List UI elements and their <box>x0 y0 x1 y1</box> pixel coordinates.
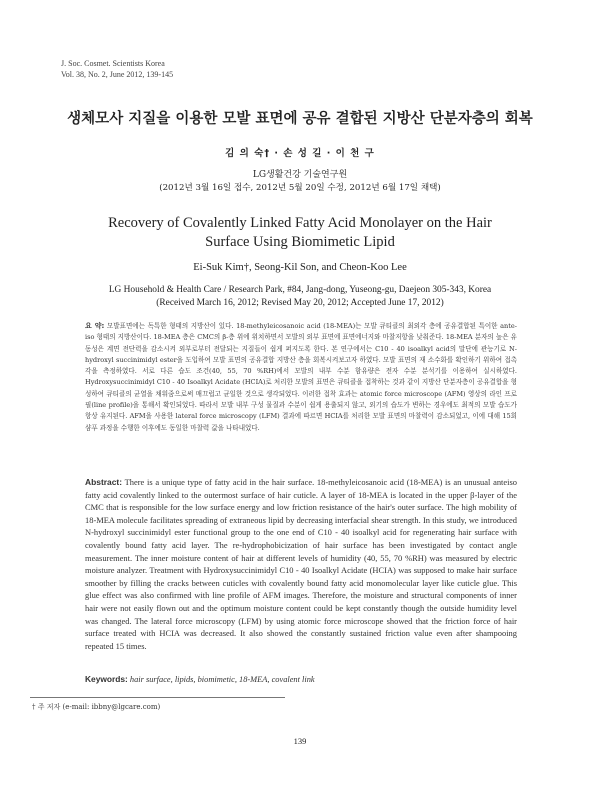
english-abstract-text: There is a unique type of fatty acid in the hair surface. 18-methyleicosanoic acid (18-MEA) is an unusual anteiso fatty acid covalently linked to the outermost surface of hair cuticle. A layer of 18-MEA is located in the upper β-layer of the CMC that is responsible for the low surface energy and low friction resistance of the hair's outer surface. The high mobility of 18-MEA molecule facilitates spreading of extraneous lipid by decreasing interfacial shear strength. In this study, we introduced N-hydroxyl succinimidyl ester functional group to the one end of C10 - 40 isoalkyl acid for regenerating hair surface with covalently bound fatty acid layer. The re-hydrophobicization of hair surface has been investigated by contact angle measurement. The inner moisture content of hair at different levels of humidity (40, 55, 70 %RH) was measured by electric moisture analyzer. Treatment with Hydroxysuccinimidyl C10 - 40 Isoalkyl Acidate (HCIA) was supposed to make hair surface smoother by filling the cracks between cuticles with covalently bound fatty acid monomolecular layer like cuticle glue. This glue effect was also confirmed with line profile of AFM images. Therefore, the moisture and structural components of inner hair were not easily flown out and the optimum moisture content could be kept constantly though the outside humidity level was changed. The lateral force microscopy (LFM) by using atomic force microscope showed that the friction force of hair surface treated with HCIA was decreased. It also showed the constantly sustained friction value even after shampooing repeated 15 times. <box>85 477 517 651</box>
english-abstract-label: Abstract: <box>85 477 123 487</box>
journal-name: J. Soc. Cosmet. Scientists Korea <box>61 59 165 68</box>
corresponding-author-footnote: † 주 저자 (e-mail: ibbny@lgcare.com) <box>32 703 161 711</box>
korean-title: 생체모사 지질을 이용한 모발 표면에 공유 결합된 지방산 단분자층의 회복 <box>67 111 533 127</box>
english-title-line2: Surface Using Biomimetic Lipid <box>205 234 395 250</box>
korean-abstract <box>85 321 517 434</box>
english-title-line1: Recovery of Covalently Linked Fatty Acid Monolayer on the Hair <box>108 215 492 231</box>
english-affiliation <box>40 284 560 310</box>
english-abstract <box>85 476 517 652</box>
journal-volume: Vol. 38, No. 2, June 2012, 139-145 <box>61 70 174 79</box>
korean-received-dates: (2012년 3월 16일 접수, 2012년 5월 20일 수정, 2012년 6월 17일 채택) <box>159 183 441 193</box>
korean-abstract-text: 모발표면에는 독특한 형태의 지방산이 있다. 18-methyleicosanoic acid (18-MEA)는 모발 큐티클의 최외각 층에 공유결합된 특이한 ante-iso 형태의 지방산이다. 18-MEA 층은 CMC의 β-층 위에 위치하면서 모발의 외부 표면에 표면에너지와 마찰저항을 낮춰준다. 18-MEA 분자의 높은 유동성은 계면 전단력을 감소시켜 외부로부터 전달되는 지질들이 쉽게 퍼지도록 한다. 본 연구에서는 C10 - 40 isoalkyl acid의 말단에 관능기로 N-hydroxyl succinimidyl ester을 도입하여 모발 표면의 공유결합 지방산 층을 회복시켜보고자 하였다. 모발 표면의 재 소수화를 확인하기 위하여 접촉각을 측정하였다. 서로 다른 습도 조건(40, 55, 70 %RH)에서 모발의 내부 수분 함유량은 전자 수분 분석기를 이용하여 실시하였다. Hydroxysuccinimidyl C10 - 40 Isoalkyl Acidate (HCIA)로 처리한 모발의 표면은 큐티클을 접착하는 것과 같이 지방산 단분자층이 공유결합을 형성하여 큐티클의 균열을 채워줌으로써 매끄럽고 균일한 것으로 생각되었다. 이러한 접착 효과는 atomic force microscope (AFM) 영상의 라인 프로필(line profile)을 통해서 확인되었다. 따라서 모발 내부 구성 물질과 수분이 쉽게 용출되지 않고, 외기의 습도가 변하는 경우에도 최적의 모발 습도가 항상 유지된다. AFM을 사용한 lateral force microscopy (LFM) 결과에 따르면 HCIA를 처리한 모발 표면의 마찰력이 감소되었고, 이에 대해 15회 샴푸 과정을 수행한 이후에도 동일한 마찰력 값을 나타내었다. <box>85 322 517 432</box>
english-affiliation-address: LG Household & Health Care / Research Park, #84, Jang-dong, Yuseong-gu, Daejeon 305-343, Korea <box>108 285 492 295</box>
korean-authors: 김 의 숙† · 손 성 길 · 이 천 구 <box>225 148 375 159</box>
english-authors: Ei-Suk Kim†, Seong-Kil Son, and Cheon-Koo Lee <box>193 262 407 273</box>
korean-abstract-label: 요 약: <box>85 322 105 330</box>
keywords-text: hair surface, lipids, biomimetic, 18-MEA, covalent link <box>129 675 315 684</box>
keywords <box>85 674 517 684</box>
english-received-dates: (Received March 16, 2012; Revised May 20, 2012; Accepted June 17, 2012) <box>156 298 444 308</box>
keywords-label: Keywords: <box>85 674 128 684</box>
english-title <box>60 214 540 252</box>
journal-header <box>61 58 173 80</box>
page-number: 139 <box>293 736 307 746</box>
footnote-divider <box>30 697 285 698</box>
korean-affiliation: LG생활건강 기술연구원 <box>252 170 348 180</box>
